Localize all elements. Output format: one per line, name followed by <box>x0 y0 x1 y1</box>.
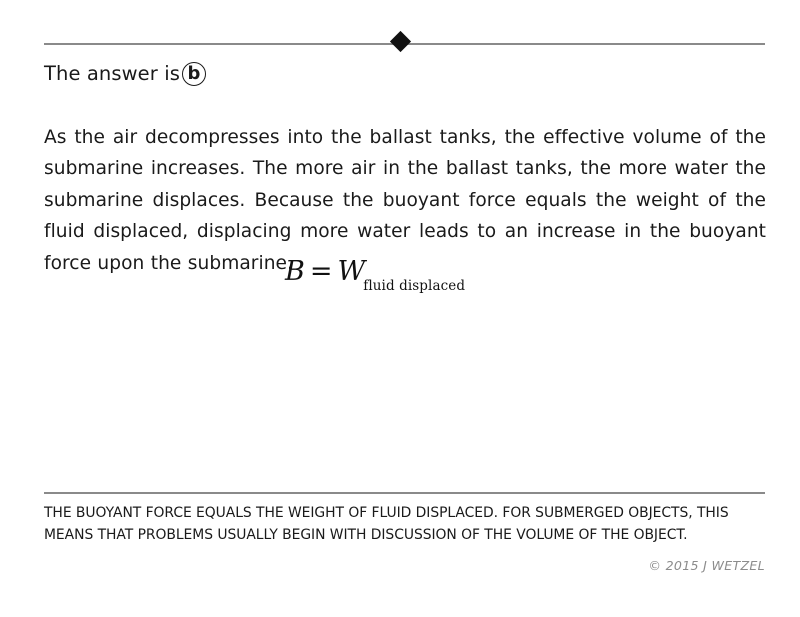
answer-choice-badge: b <box>182 62 206 86</box>
diamond-icon <box>390 31 411 52</box>
top-divider <box>44 36 765 58</box>
equation-right-variable: W <box>337 256 366 287</box>
equation-operator: = <box>309 256 333 287</box>
answer-label: The answer is <box>44 62 180 85</box>
equation-left-variable: B <box>285 256 305 287</box>
answer-statement <box>44 61 206 87</box>
equation-subscript: fluid displaced <box>363 278 466 295</box>
copyright-notice: © 2015 J WETZEL <box>648 558 765 573</box>
equation-block <box>285 256 467 298</box>
footer-summary-note: THE BUOYANT FORCE EQUALS THE WEIGHT OF FLUID DISPLACED. FOR SUBMERGED OBJECTS, THIS MEANS THAT PROBLEMS USUALLY BEGIN WITH DISCUSSION OF THE VOLUME OF THE OBJECT. <box>44 505 729 543</box>
explanation-paragraph: As the air decompresses into the ballast tanks, the effective volume of the submarine increases. The more air in the ballast tanks, the more water the submarine displaces. Because the buoyant force equals the weight of the fluid displaced, displacing more water leads to an increase in the buoyant force upon the submarine. <box>44 126 766 274</box>
footer-rule-line <box>44 492 765 494</box>
